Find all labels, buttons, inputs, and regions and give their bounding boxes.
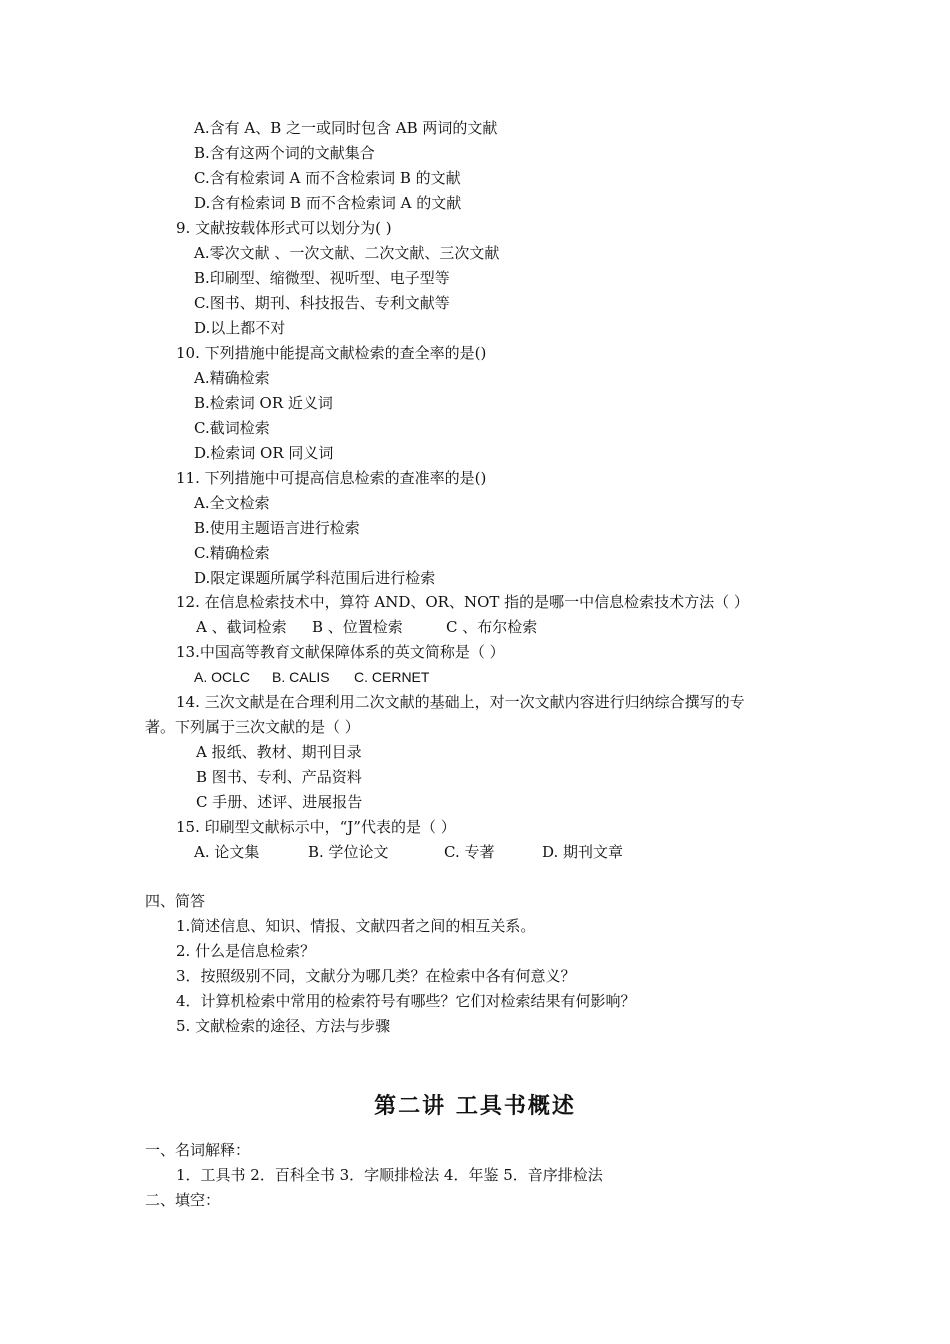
q9-option-d: D.以上都不对 <box>194 319 286 337</box>
q14-option-a: A 报纸、教材、期刊目录 <box>196 743 362 761</box>
section4-item-2: 2. 什么是信息检索？ <box>176 942 316 960</box>
q13-option-b: B. CALIS <box>272 669 330 685</box>
lecture2-section2-heading: 二、填空： <box>145 1191 221 1209</box>
q13-option-c: C. CERNET <box>354 669 430 685</box>
q12-options <box>196 617 537 637</box>
q15-option-a: A. 论文集 <box>194 843 260 861</box>
q14-option-c: C 手册、述评、进展报告 <box>196 793 363 811</box>
q13-options <box>194 667 429 687</box>
lecture2-title: 第二讲 工具书概述 <box>374 1093 576 1119</box>
q11-option-b: B.使用主题语言进行检索 <box>194 519 360 537</box>
q15-option-b: B. 学位论文 <box>308 843 389 861</box>
q11-option-d: D.限定课题所属学科范围后进行检索 <box>194 569 436 587</box>
section4-item-1: 1.简述信息、知识、情报、文献四者之间的相互关系。 <box>176 917 536 935</box>
q9-option-c: C.图书、期刊、科技报告、专利文献等 <box>194 294 450 312</box>
q10-option-b: B.检索词 OR 近义词 <box>194 394 333 412</box>
q13-option-a: A. OCLC <box>194 669 251 685</box>
q9-stem: 9. 文献按载体形式可以划分为( ) <box>176 219 392 237</box>
q8-option-d: D.含有检索词 B 而不含检索词 A 的文献 <box>194 194 462 212</box>
q12-stem: 12. 在信息检索技术中，算符 AND、OR、NOT 指的是哪一中信息检索技术方法（ ） <box>176 593 749 611</box>
q12-option-b: B 、位置检索 <box>312 618 403 636</box>
q8-option-b: B.含有这两个词的文献集合 <box>194 144 375 162</box>
q14-stem-line2: 著。下列属于三次文献的是（ ） <box>145 718 360 736</box>
q10-option-d: D.检索词 OR 同义词 <box>194 444 334 462</box>
section4-heading: 四、简答 <box>145 892 206 910</box>
q9-option-b: B.印刷型、缩微型、视听型、电子型等 <box>194 269 450 287</box>
q9-option-a: A.零次文献 、一次文献、二次文献、三次文献 <box>194 244 500 262</box>
q10-option-a: A.精确检索 <box>194 369 270 387</box>
q11-option-c: C.精确检索 <box>194 544 270 562</box>
q8-option-c: C.含有检索词 A 而不含检索词 B 的文献 <box>194 169 461 187</box>
section4-item-5: 5. 文献检索的途径、方法与步骤 <box>176 1017 391 1035</box>
q10-option-c: C.截词检索 <box>194 419 270 437</box>
q12-option-c: C 、布尔检索 <box>446 618 538 636</box>
q13-stem: 13.中国高等教育文献保障体系的英文简称是（ ） <box>176 643 505 661</box>
q14-option-b: B 图书、专利、产品资料 <box>196 768 362 786</box>
q15-stem: 15. 印刷型文献标示中，“J”代表的是（ ） <box>176 818 456 836</box>
q15-option-d: D. 期刊文章 <box>542 843 624 861</box>
q15-options <box>194 842 623 862</box>
lecture2-section1-items: 1．工具书 2．百科全书 3．字顺排检法 4．年鉴 5．音序排检法 <box>176 1166 603 1184</box>
q12-option-a: A 、截词检索 <box>196 618 287 636</box>
section4-item-4: 4．计算机检索中常用的检索符号有哪些？它们对检索结果有何影响？ <box>176 992 636 1010</box>
q11-stem: 11. 下列措施中可提高信息检索的查准率的是() <box>176 469 487 487</box>
q14-stem-line1: 14. 三次文献是在合理利用二次文献的基础上，对一次文献内容进行归纳综合撰写的专 <box>176 693 745 711</box>
section4-item-3: 3．按照级别不同，文献分为哪几类？在检索中各有何意义？ <box>176 967 576 985</box>
q10-stem: 10. 下列措施中能提高文献检索的查全率的是() <box>176 344 487 362</box>
q8-option-a: A.含有 A、B 之一或同时包含 AB 两词的文献 <box>194 119 498 137</box>
lecture2-section1-heading: 一、名词解释： <box>145 1141 251 1159</box>
q15-option-c: C. 专著 <box>444 843 495 861</box>
q11-option-a: A.全文检索 <box>194 494 270 512</box>
